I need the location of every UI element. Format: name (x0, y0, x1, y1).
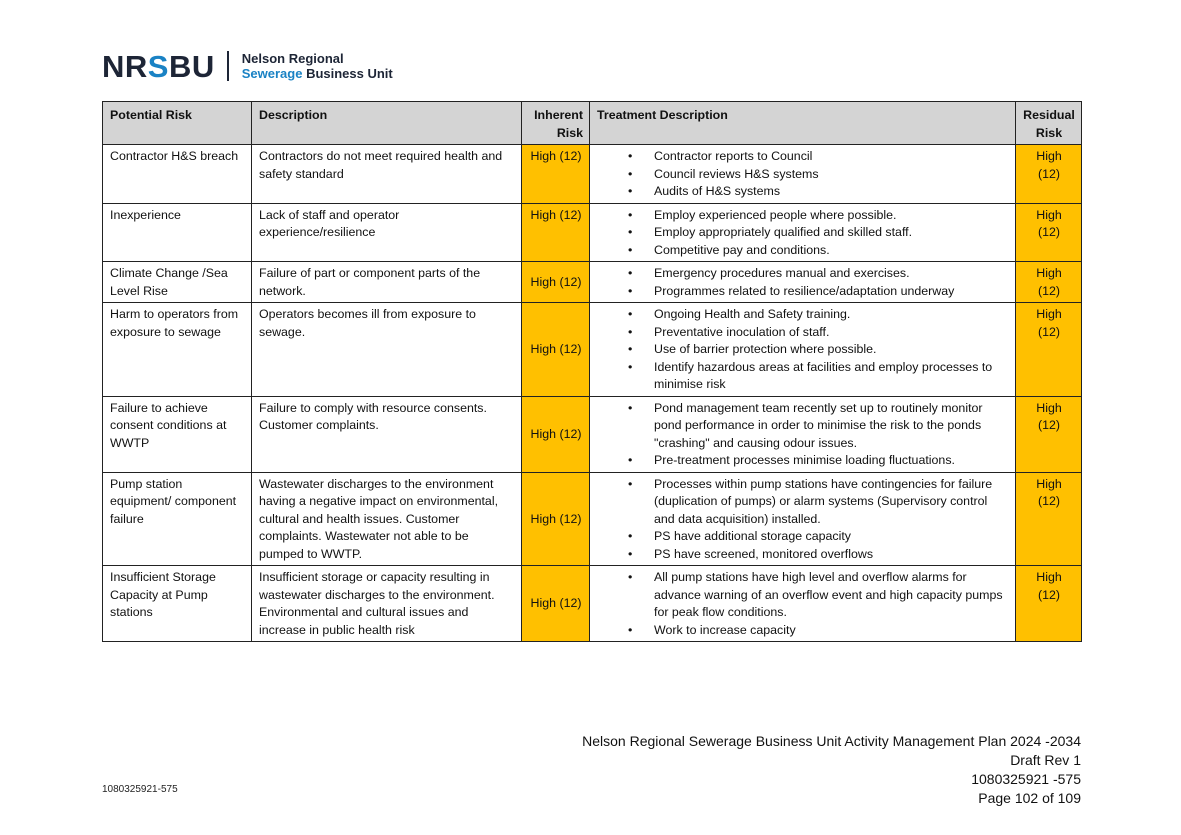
list-item: • Identify hazardous areas at facilities and employ processes to minimise risk (654, 359, 1009, 394)
list-item: • Competitive pay and conditions. (654, 242, 1009, 260)
footer-revision: Draft Rev 1 (1010, 752, 1081, 768)
table-row (103, 262, 1082, 303)
risk-name: Pump station equipment/ component failure (103, 472, 252, 566)
list-item: • Ongoing Health and Safety training. (654, 306, 1009, 324)
list-item: • Programmes related to resilience/adaptation underway (654, 283, 1009, 301)
treatment-description (590, 203, 1016, 262)
table-row (103, 396, 1082, 472)
list-item: • Audits of H&S systems (654, 183, 1009, 201)
risk-name: Harm to operators from exposure to sewage (103, 303, 252, 397)
treatment-description (590, 145, 1016, 204)
residual-risk-rating: High (12) (1016, 396, 1082, 472)
risk-description: Contractors do not meet required health and safety standard (252, 145, 522, 204)
header-treatment-description: Treatment Description (590, 102, 1016, 145)
residual-risk-rating: High (12) (1016, 145, 1082, 204)
table-header-row (103, 102, 1082, 145)
risk-description: Failure to comply with resource consents. Customer complaints. (252, 396, 522, 472)
risk-description: Operators becomes ill from exposure to sewage. (252, 303, 522, 397)
risk-name: Insufficient Storage Capacity at Pump stations (103, 566, 252, 642)
risk-description: Lack of staff and operator experience/resilience (252, 203, 522, 262)
risk-description: Wastewater discharges to the environment having a negative impact on environmental, cultural and health issues. Customer complaints. Wastewater not able to be pumped to WWTP. (252, 472, 522, 566)
risk-description: Insufficient storage or capacity resulting in wastewater discharges to the environment. Environmental and cultural issues and increase in public health risk (252, 566, 522, 642)
inherent-risk-rating: High (12) (522, 203, 590, 262)
inherent-risk-rating: High (12) (522, 396, 590, 472)
risk-name: Failure to achieve consent conditions at WWTP (103, 396, 252, 472)
list-item: • Emergency procedures manual and exercises. (654, 265, 1009, 283)
list-item: • Processes within pump stations have contingencies for failure (duplication of pumps) or alarm systems (Supervisory control and data acquisition) installed. (654, 476, 1009, 529)
list-item: • Work to increase capacity (654, 622, 1009, 640)
table-row (103, 145, 1082, 204)
list-item: • Pre-treatment processes minimise loading fluctuations. (654, 452, 1009, 470)
list-item: • Pond management team recently set up to routinely monitor pond performance in order to minimise the risk to the ponds "crashing" and causing odour issues. (654, 400, 1009, 453)
inherent-risk-rating: High (12) (522, 145, 590, 204)
inherent-risk-rating: High (12) (522, 262, 590, 303)
nrsbu-logo (102, 46, 393, 86)
residual-risk-rating: High (12) (1016, 303, 1082, 397)
table-row (103, 203, 1082, 262)
footer-page-number: Page 102 of 109 (978, 790, 1081, 806)
header-potential-risk: Potential Risk (103, 102, 252, 145)
header-residual-risk: Residual Risk (1016, 102, 1082, 145)
list-item: • Employ appropriately qualified and skilled staff. (654, 224, 1009, 242)
list-item: • All pump stations have high level and overflow alarms for advance warning of an overflow event and high capacity pumps for peak flow conditions. (654, 569, 1009, 622)
footer-doc-number: 1080325921 -575 (971, 771, 1081, 787)
logo-divider (227, 51, 229, 81)
table-row (103, 566, 1082, 642)
risk-name: Inexperience (103, 203, 252, 262)
document-reference: 1080325921-575 (102, 784, 178, 795)
list-item: • Contractor reports to Council (654, 148, 1009, 166)
list-item: • Council reviews H&S systems (654, 166, 1009, 184)
list-item: • Use of barrier protection where possible. (654, 341, 1009, 359)
list-item: • Employ experienced people where possible. (654, 207, 1009, 225)
risk-name: Contractor H&S breach (103, 145, 252, 204)
table-row (103, 472, 1082, 566)
residual-risk-rating: High (12) (1016, 262, 1082, 303)
residual-risk-rating: High (12) (1016, 472, 1082, 566)
inherent-risk-rating: High (12) (522, 472, 590, 566)
treatment-description (590, 396, 1016, 472)
list-item: • PS have additional storage capacity (654, 528, 1009, 546)
header-description: Description (252, 102, 522, 145)
page-footer (582, 732, 1081, 808)
table-row (103, 303, 1082, 397)
risk-description: Failure of part or component parts of the network. (252, 262, 522, 303)
footer-plan-title: Nelson Regional Sewerage Business Unit Activity Management Plan 2024 -2034 (582, 733, 1081, 749)
residual-risk-rating: High (12) (1016, 566, 1082, 642)
residual-risk-rating: High (12) (1016, 203, 1082, 262)
inherent-risk-rating: High (12) (522, 303, 590, 397)
header-inherent-risk: Inherent Risk (522, 102, 590, 145)
logo-org-name: Nelson Regional Sewerage Business Unit (241, 51, 393, 81)
treatment-description (590, 472, 1016, 566)
treatment-description (590, 566, 1016, 642)
logo-wordmark: NRSBU (102, 48, 215, 84)
risk-register-table (102, 101, 1082, 642)
risk-name: Climate Change /Sea Level Rise (103, 262, 252, 303)
treatment-description (590, 262, 1016, 303)
list-item: • Preventative inoculation of staff. (654, 324, 1009, 342)
inherent-risk-rating: High (12) (522, 566, 590, 642)
list-item: • PS have screened, monitored overflows (654, 546, 1009, 564)
treatment-description (590, 303, 1016, 397)
